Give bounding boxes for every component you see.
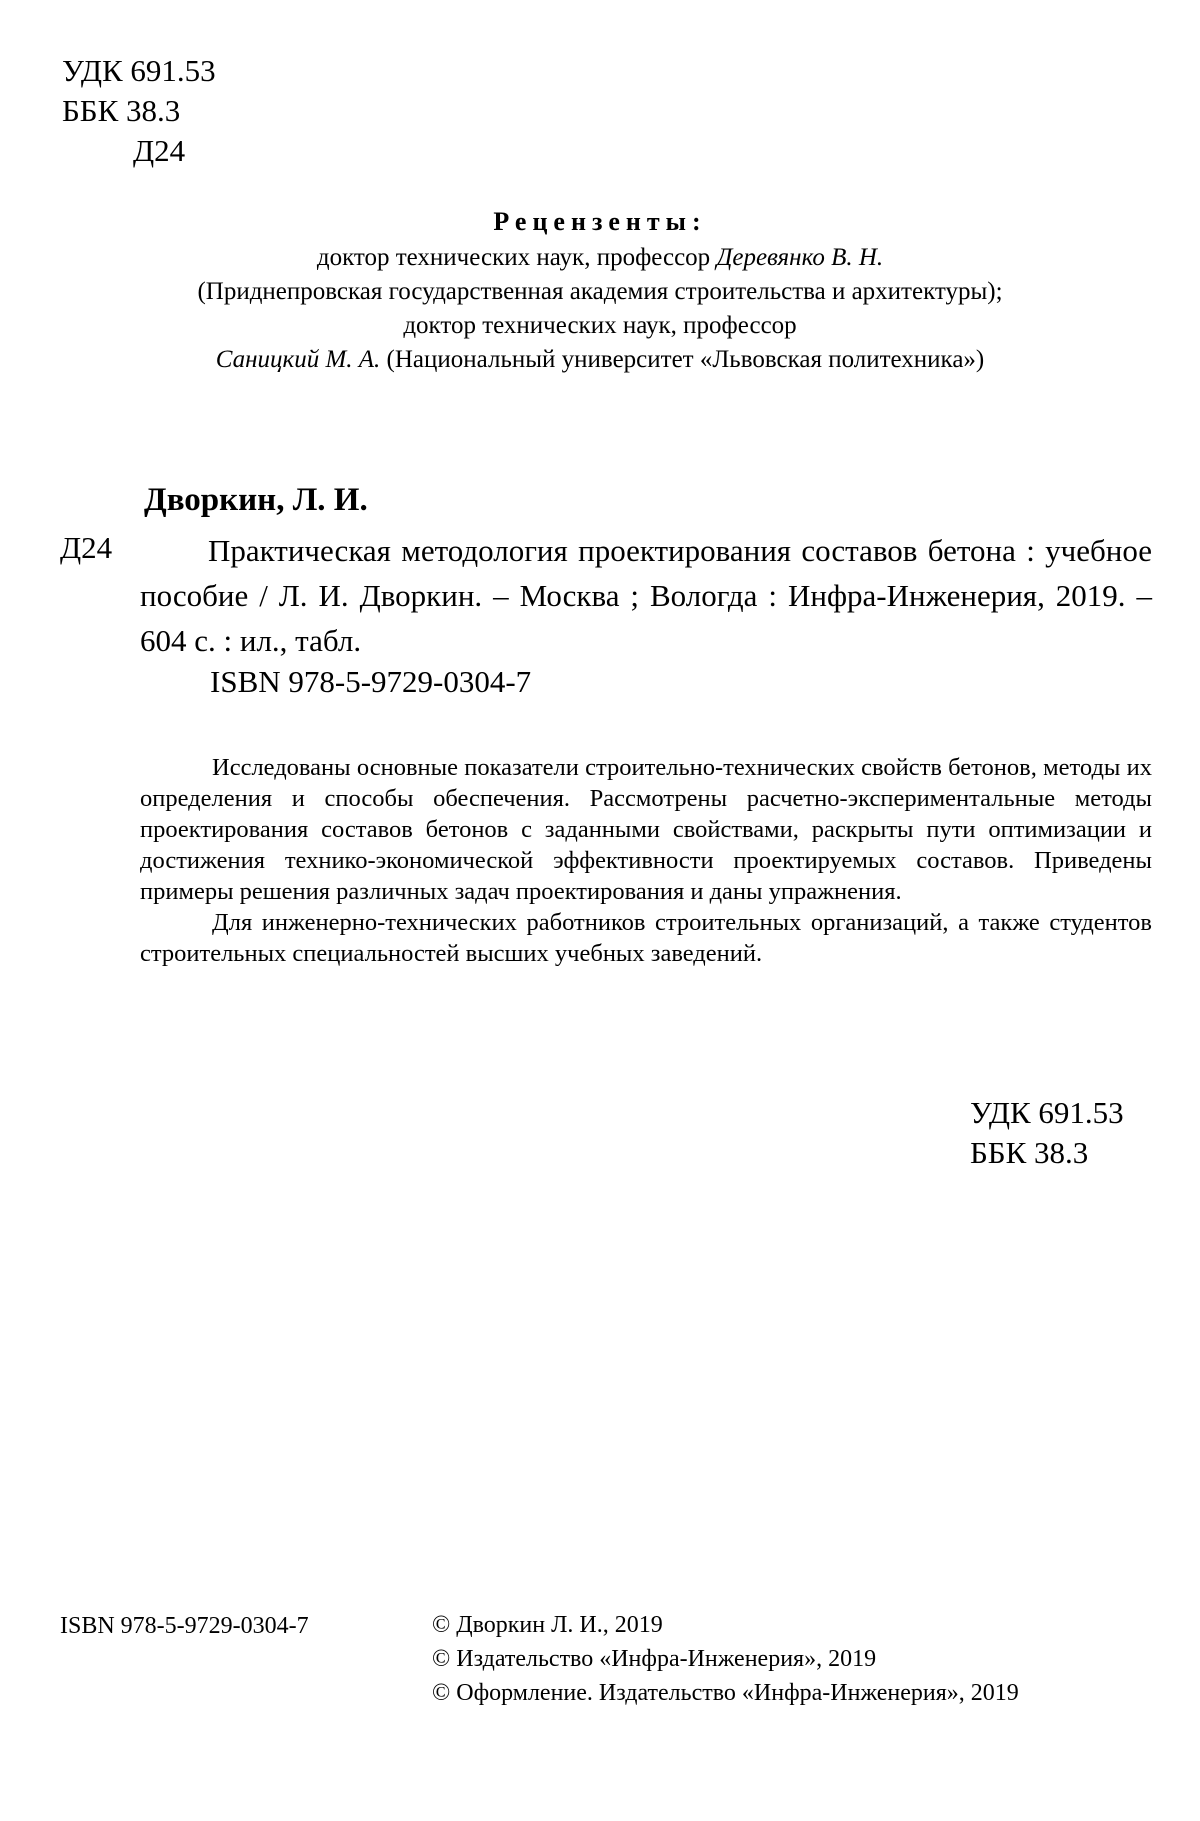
udk-code: УДК 691.53: [62, 53, 216, 88]
reviewer-2-title: доктор технических наук, профессор: [403, 312, 797, 339]
reviewers-heading: Рецензенты:: [493, 207, 707, 236]
reviewer-1-affiliation: (Приднепровская государственная академия строительства и архитектуры);: [197, 278, 1003, 305]
bbk-code: ББК 38.3: [62, 93, 181, 128]
copyright-block: [432, 1608, 1019, 1710]
reviewer-1-name: Деревянко В. Н.: [716, 244, 884, 271]
author-code: Д24: [133, 133, 186, 168]
reviewer-1-line: [60, 241, 1140, 275]
copyright-author: © Дворкин Л. И., 2019: [432, 1612, 663, 1638]
abstract-paragraph-2: Для инженерно-технических работников строительных организаций, а также студентов строительных специальностей высших учебных заведений.: [140, 909, 1152, 967]
reviewer-2-line: [60, 343, 1140, 377]
reviewer-2-affiliation: (Национальный университет «Львовская политехника»): [380, 346, 985, 373]
card-author-code: Д24: [60, 530, 113, 565]
card-description: Практическая методология проектирования составов бетона : учебное пособие / Л. И. Дворкин. – Москва ; Вологда : Инфра-Инженерия, 2019. – 604 с. : ил., табл.: [140, 533, 1152, 658]
abstract-paragraph-1: Исследованы основные показатели строительно-технических свойств бетонов, методы их определения и способы обеспечения. Рассмотрены расчетно-экспериментальные методы проектирования составов бетонов с заданными свойствами, раскрыты пути оптимизации и достижения технико-экономической эффективности проектируемых составов. Приведены примеры решения различных задач проектирования и даны упражнения.: [140, 754, 1152, 905]
reviewer-1-title: доктор технических наук, профессор: [316, 244, 717, 271]
udk-code-bottom: УДК 691.53: [970, 1095, 1124, 1130]
card-author: Дворкин, Л. И.: [144, 482, 368, 518]
abstract: [140, 752, 1152, 969]
imprint-isbn: ISBN 978-5-9729-0304-7: [60, 1613, 309, 1639]
reviewers-block: [60, 205, 1140, 377]
card-isbn: ISBN 978-5-9729-0304-7: [210, 664, 532, 699]
copyright-design: © Оформление. Издательство «Инфра-Инженерия», 2019: [432, 1680, 1019, 1706]
copyright-publisher: © Издательство «Инфра-Инженерия», 2019: [432, 1646, 877, 1672]
bbk-code-bottom: ББК 38.3: [970, 1135, 1089, 1170]
reviewer-2-name: Саницкий М. А.: [215, 346, 381, 373]
